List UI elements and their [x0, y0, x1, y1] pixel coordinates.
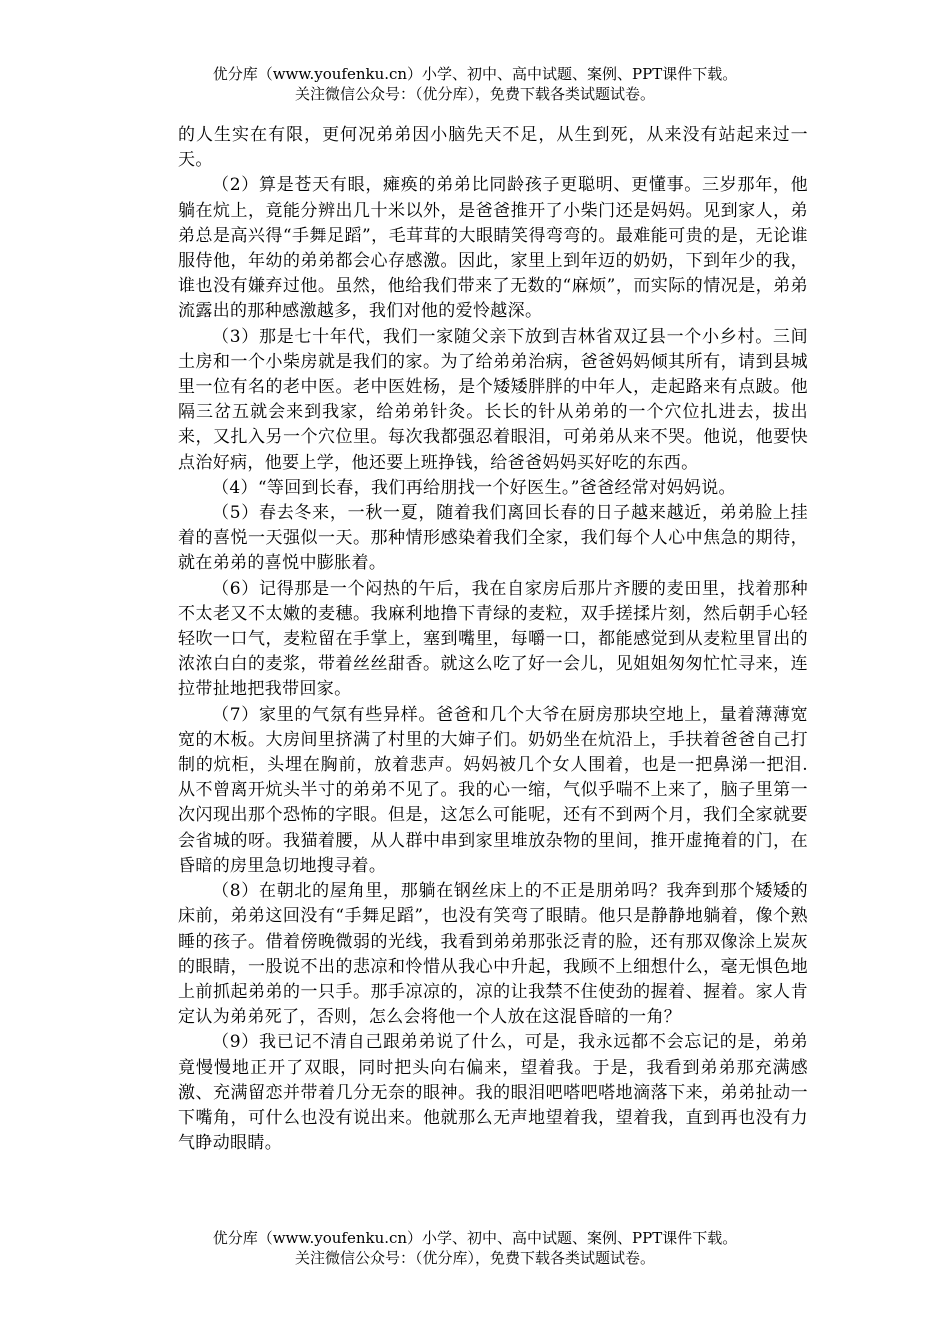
page-header	[0, 64, 950, 104]
paragraph-3: （3）那是七十年代，我们一家随父亲下放到吉林省双辽县一个小乡村。三间土房和一个小柴房就是我们的家。为了给弟弟治病，爸爸妈妈倾其所有，请到县城里一位有名的老中医。老中医姓杨，是个矮矮胖胖的中年人，走起路来有点跛。他隔三岔五就会来到我家，给弟弟针灸。长长的针从弟弟的一个穴位扎进去，拔出来，又扎入另一个穴位里。每次我都强忍着眼泪，可弟弟从来不哭。他说，他要快点治好病，他要上学，他还要上班挣钱，给爸爸妈妈买好吃的东西。	[178, 326, 808, 473]
footer-line-1: 优分库（www.youfenku.cn）小学、初中、高中试题、案例、PPT课件下载。	[212, 1229, 738, 1247]
header-line-1: 优分库（www.youfenku.cn）小学、初中、高中试题、案例、PPT课件下载。	[212, 65, 738, 83]
article-body	[178, 123, 808, 1156]
header-line-2: 关注微信公众号：（优分库），免费下载各类试题试卷。	[294, 85, 655, 103]
paragraph-9: （9）我已记不清自己跟弟弟说了什么，可是，我永远都不会忘记的是，弟弟竟慢慢地正开了双眼，同时把头向右偏来，望着我。于是，我看到弟弟那充满感激、充满留恋并带着几分无奈的眼神。我的眼泪吧嗒吧嗒地滴落下来，弟弟扯动一下嘴角，可什么也没有说出来。他就那么无声地望着我，望着我，直到再也没有力气睁动眼睛。	[178, 1032, 808, 1154]
paragraph-7: （7）家里的气氛有些异样。爸爸和几个大爷在厨房那块空地上，量着薄薄宽宽的木板。大房间里挤满了村里的大婶子们。奶奶坐在炕沿上，手扶着爸爸自己打制的炕柜，头埋在胸前，放着悲声。妈妈被几个女人围着，也是一把鼻涕一把泪.从不曾离开炕头半寸的弟弟不见了。我的心一缩，气似乎喘不上来了，脑子里第一次闪现出那个恐怖的字眼。但是，这怎么可能呢，还有不到两个月，我们全家就要会省城的呀。我猫着腰，从人群中串到家里堆放杂物的里间，推开虚掩着的门，在昏暗的房里急切地搜寻着。	[178, 704, 808, 876]
paragraph-continuation: 的人生实在有限，更何况弟弟因小脑先天不足，从生到死，从来没有站起来过一天。	[178, 125, 808, 171]
paragraph-8: （8）在朝北的屋角里，那躺在钢丝床上的不正是朋弟吗？我奔到那个矮矮的床前，弟弟这回没有“手舞足蹈”，也没有笑弯了眼睛。他只是静静地躺着，像个熟睡的孩子。借着傍晚微弱的光线，我看到弟弟那张泛青的脸，还有那双像涂上炭灰的眼睛，一股说不出的悲凉和怜惜从我心中升起，我顾不上细想什么，毫无惧色地上前抓起弟弟的一只手。那手凉凉的，凉的让我禁不住使劲的握着、握着。家人肯定认为弟弟死了，否则，怎么会将他一个人放在这混昏暗的一角？	[178, 881, 808, 1028]
footer-line-2: 关注微信公众号：（优分库），免费下载各类试题试卷。	[294, 1249, 655, 1267]
paragraph-6: （6）记得那是一个闷热的午后，我在自家房后那片齐腰的麦田里，找着那种不太老又不太嫩的麦穗。我麻利地撸下青绿的麦粒，双手搓揉片刻，然后朝手心轻轻吹一口气，麦粒留在手掌上，塞到嘴里，每嚼一口，都能感觉到从麦粒里冒出的浓浓白白的麦浆，带着丝丝甜香。就这么吃了好一会儿，见姐姐匆匆忙忙寻来，连拉带扯地把我带回家。	[178, 578, 808, 700]
page-footer	[0, 1228, 950, 1268]
paragraph-4: （4）“等回到长春，我们再给朋找一个好医生。”爸爸经常对妈妈说。	[212, 477, 736, 498]
paragraph-2: （2）算是苍天有眼，瘫痪的弟弟比同龄孩子更聪明、更懂事。三岁那年，他躺在炕上，竟能分辨出几十米以外，是爸爸推开了小柴门还是妈妈。见到家人，弟弟总是高兴得“手舞足蹈”，毛茸茸的大眼睛笑得弯弯的。最难能可贵的是，无论谁服侍他，年幼的弟弟都会心存感激。因此，家里上到年迈的奶奶，下到年少的我，谁也没有嫌弃过他。虽然，他给我们带来了无数的“麻烦”，而实际的情况是，弟弟流露出的那种感激越多，我们对他的爱怜越深。	[178, 175, 808, 322]
paragraph-5: （5）春去冬来，一秋一夏，随着我们离回长春的日子越来越近，弟弟脸上挂着的喜悦一天强似一天。那种情形感染着我们全家，我们每个人心中焦急的期待，就在弟弟的喜悦中膨胀着。	[178, 503, 808, 574]
